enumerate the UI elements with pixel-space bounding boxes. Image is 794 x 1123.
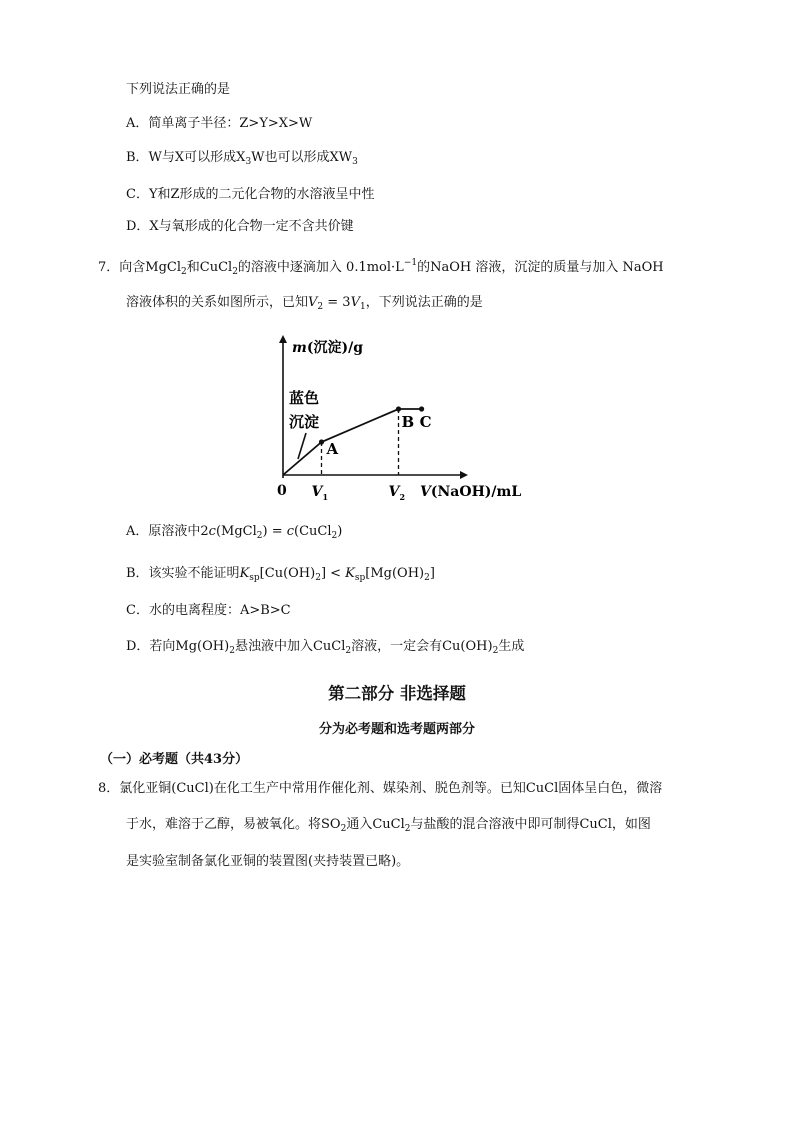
x-axis-label: V(NaOH)/mL [420, 484, 522, 500]
q8-stem-line3: 是实验室制备氯化亚铜的装置图(夹持装置已略)。 [126, 854, 410, 869]
q8-stem-line2: 于水，难溶于乙醇，易被氧化。将$SO_2$通入CuCl$_2$与盐酸的混合溶液中即可制得CuCl，如图 [126, 817, 651, 834]
y-axis-label: m(沉淀)/g [292, 340, 363, 356]
x-tick-label-v2: V [388, 484, 400, 500]
point-c-label: C [419, 413, 432, 431]
annotation-pointer [298, 433, 306, 459]
point-b-label: B [401, 413, 415, 431]
q6-stem: 下列说法正确的是 [126, 82, 231, 97]
q8-stem-line1: 8．氯化亚铜(CuCl)在化工生产中常用作催化剂、媒染剂、脱色剂等。已知CuCl固体呈白色，微溶 [98, 781, 663, 796]
q6-option-a: A．简单离子半径：Z>Y>X>W [126, 116, 313, 131]
q7-option-d: D．若向$Mg(OH)_2$悬浊液中加入CuCl$_2$溶液，一定会有$Cu(OH)_2$生成 [126, 639, 525, 656]
q7-stem-line2: 溶液体积的关系如图所示，已知$V_2 = 3V_1$，下列说法正确的是 [126, 295, 483, 312]
origin-label: 0 [277, 483, 287, 499]
annotation-line1: 蓝色 [289, 389, 320, 407]
section-heading: （一）必考题（共43分） [100, 752, 249, 767]
point-a-marker [319, 439, 324, 444]
q7-option-a: A．原溶液中2c(MgCl$_2$) = c(CuCl$_2$) [126, 524, 343, 541]
x-tick-label-v1: V [311, 484, 323, 500]
x-tick-sub-v1: 1 [322, 492, 329, 502]
point-b-marker [396, 406, 401, 411]
q7-stem: 7．向含MgCl$_2$和CuCl$_2$的溶液中逐滴加入 $0.1mol\cdot L^{-1}$的NaOH 溶液，沉淀的质量与加入 NaOH [98, 258, 664, 277]
q7-option-b: B．该实验不能证明$K_{sp}[Cu(OH)_2] < K_{sp}[Mg(OH)_2]$ [126, 566, 435, 583]
q7-option-c: C．水的电离程度：A>B>C [126, 603, 291, 618]
point-c-marker [419, 406, 424, 411]
q6-option-b: B．W与X可以形成$X_3W$也可以形成$XW_3$ [126, 150, 358, 167]
part2-subtitle: 分为必考题和选考题两部分 [318, 722, 475, 737]
annotation-line2: 沉淀 [289, 413, 320, 431]
point-a-label: A [326, 440, 339, 458]
precipitate-curve [283, 409, 422, 475]
q6-option-c: C．Y和Z形成的二元化合物的水溶液呈中性 [126, 187, 375, 202]
q6-option-d: D．X与氧形成的化合物一定不含共价键 [126, 219, 354, 234]
x-tick-sub-v2: 2 [399, 492, 406, 502]
part2-title: 第二部分 非选择题 [328, 684, 466, 703]
